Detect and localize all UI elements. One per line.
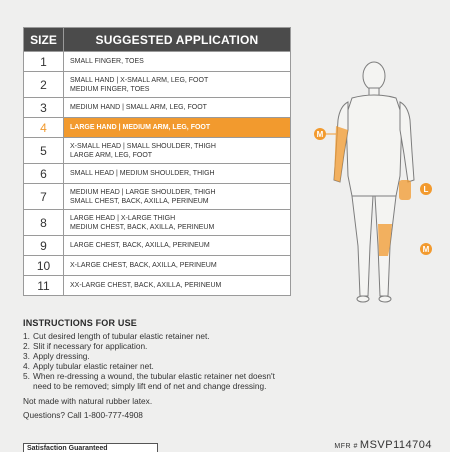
- instructions-section: [23, 318, 423, 420]
- application-text: XX-LARGE CHEST, BACK, AXILLA, PERINEUM: [64, 276, 291, 296]
- table-row: [24, 210, 291, 236]
- size-value: 11: [24, 276, 64, 296]
- figure-torso: [346, 95, 402, 196]
- figure-left-foot: [357, 296, 369, 302]
- figure-right-foot: [379, 296, 391, 302]
- highlight-arm: [334, 126, 348, 182]
- highlight-hand: [399, 180, 411, 200]
- step-item: 3. Apply dressing.: [23, 351, 90, 361]
- size-value: 1: [24, 52, 64, 72]
- table-row: [24, 236, 291, 256]
- instructions-steps: [23, 331, 423, 391]
- application-text: SMALL HAND | X-SMALL ARM, LEG, FOOT MEDIUM FINGER, TOES: [64, 72, 291, 98]
- table-row: [24, 184, 291, 210]
- application-header: SUGGESTED APPLICATION: [64, 28, 291, 52]
- size-header: SIZE: [24, 28, 64, 52]
- satisfaction-badge: Satisfaction Guaranteed: [23, 443, 158, 452]
- product-reference: [334, 439, 432, 451]
- table-row: [24, 98, 291, 118]
- step-item-continued: need to be removed; simply lift end of net and change dressing.: [33, 381, 267, 391]
- application-text: LARGE HEAD | X-LARGE THIGH MEDIUM CHEST, BACK, AXILLA, PERINEUM: [64, 210, 291, 236]
- step-item: 4. Apply tubular elastic retainer net.: [23, 361, 154, 371]
- instructions-title: INSTRUCTIONS FOR USE: [23, 318, 138, 328]
- application-text: MEDIUM HEAD | LARGE SHOULDER, THIGH SMALL CHEST, BACK, AXILLA, PERINEUM: [64, 184, 291, 210]
- table-row: [24, 138, 291, 164]
- table-row: [24, 256, 291, 276]
- table-row: [24, 276, 291, 296]
- size-value: 3: [24, 98, 64, 118]
- size-value: 2: [24, 72, 64, 98]
- marker-arm: [314, 128, 326, 140]
- table-row: [24, 72, 291, 98]
- size-value: 7: [24, 184, 64, 210]
- application-text: X-SMALL HEAD | SMALL SHOULDER, THIGH LARGE ARM, LEG, FOOT: [64, 138, 291, 164]
- size-value: 4: [24, 118, 64, 138]
- application-text: MEDIUM HAND | SMALL ARM, LEG, FOOT: [64, 98, 291, 118]
- marker-hand: [420, 183, 432, 195]
- marker-leg: [420, 243, 432, 255]
- step-item: 5. When re-dressing a wound, the tubular elastic retainer net doesn't: [23, 371, 275, 381]
- size-table: [23, 27, 291, 296]
- figure-head: [363, 62, 385, 90]
- table-row-highlighted: [24, 118, 291, 138]
- application-text: LARGE HAND | MEDIUM ARM, LEG, FOOT: [64, 118, 291, 138]
- figure-right-arm: [400, 102, 414, 182]
- svg-text:L: L: [423, 185, 429, 194]
- step-item: 1. Cut desired length of tubular elastic retainer net.: [23, 331, 210, 341]
- application-text: X-LARGE CHEST, BACK, AXILLA, PERINEUM: [64, 256, 291, 276]
- application-text: SMALL FINGER, TOES: [64, 52, 291, 72]
- application-text: LARGE CHEST, BACK, AXILLA, PERINEUM: [64, 236, 291, 256]
- table-row: [24, 164, 291, 184]
- svg-text:M: M: [422, 245, 430, 254]
- size-value: 8: [24, 210, 64, 236]
- step-item: 2. Slit if necessary for application.: [23, 341, 148, 351]
- table-header: [24, 28, 291, 52]
- latex-note: Not made with natural rubber latex.: [23, 396, 153, 406]
- size-value: 5: [24, 138, 64, 164]
- questions-phone: Questions? Call 1-800-777-4908: [23, 410, 143, 420]
- ref-prefix: MFR #: [334, 443, 358, 450]
- svg-text:M: M: [316, 130, 324, 139]
- table-row: [24, 52, 291, 72]
- application-text: SMALL HEAD | MEDIUM SHOULDER, THIGH: [64, 164, 291, 184]
- ref-number: MSVP114704: [359, 439, 432, 451]
- size-value: 6: [24, 164, 64, 184]
- figure-left-leg: [352, 196, 373, 296]
- size-value: 10: [24, 256, 64, 276]
- body-figure: [308, 56, 438, 311]
- size-value: 9: [24, 236, 64, 256]
